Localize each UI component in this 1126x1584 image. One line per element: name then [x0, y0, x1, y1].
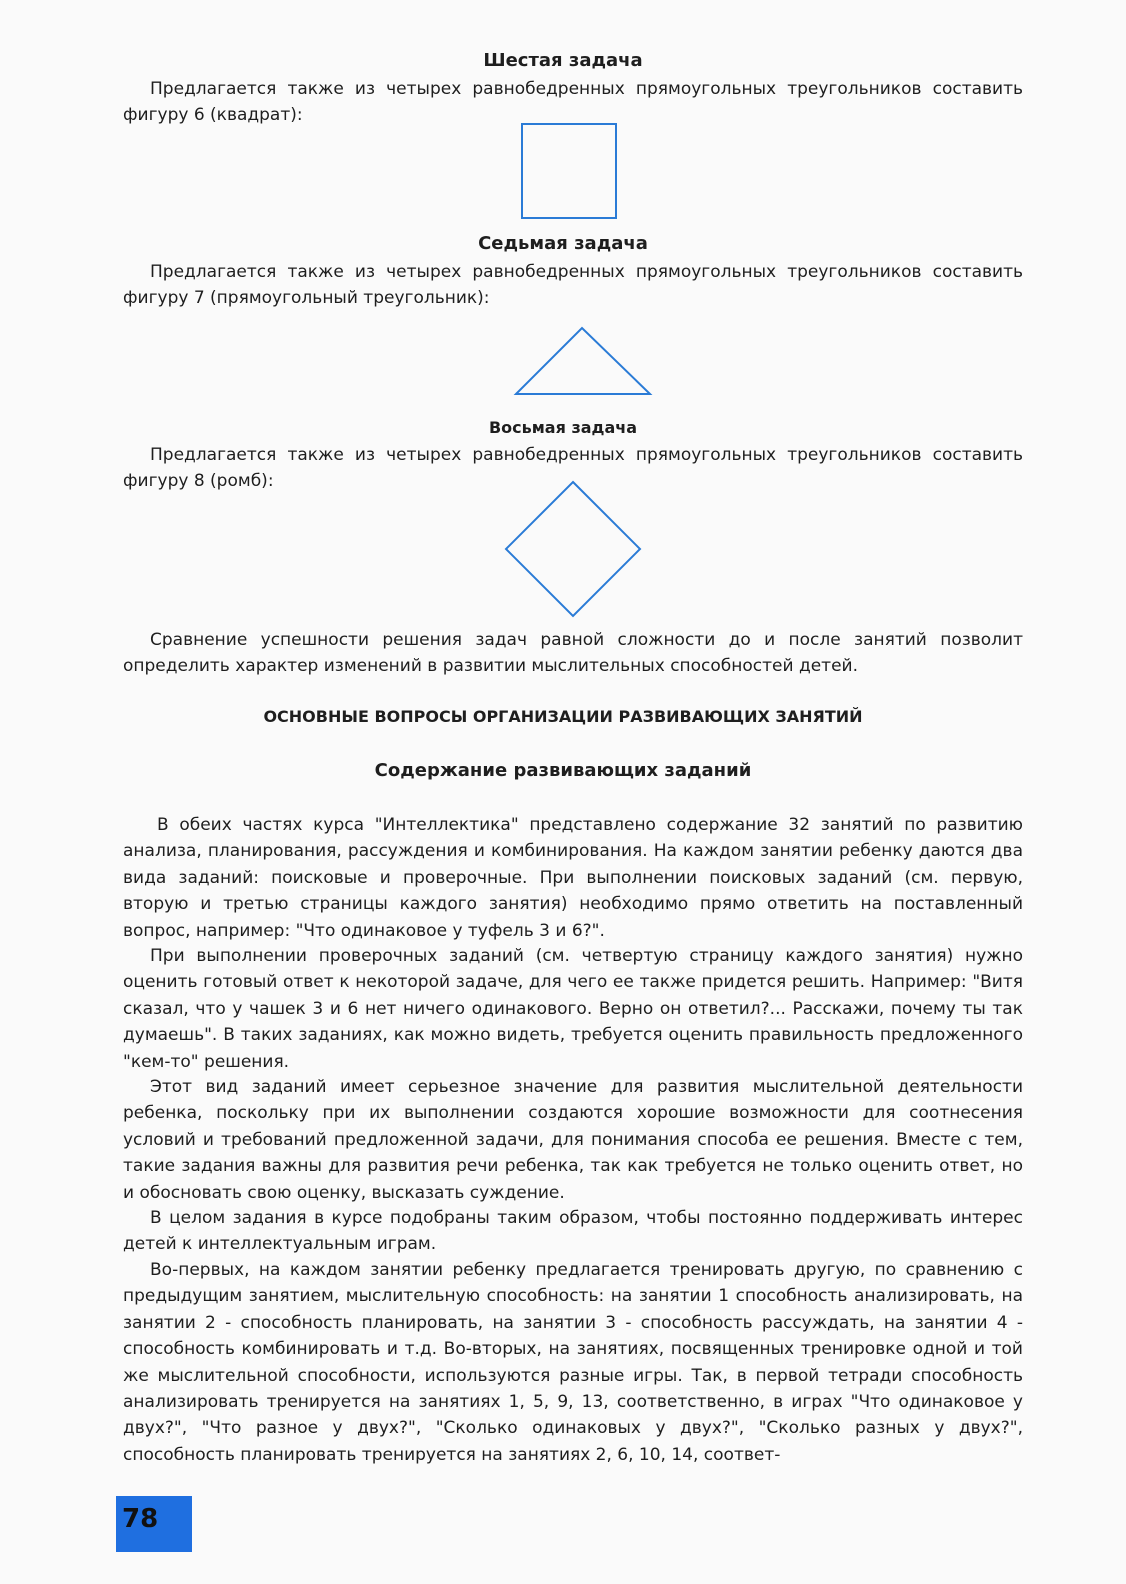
- body-paragraph: Во-первых, на каждом занятии ребенку предлагается тренировать другую, по сравнению с предыдущим занятием, мыслительную способность: на занятии 1 способность анализировать, на занятии 2 - способность планировать, на занятии 3 - способность рассуждать, на занятии 4 - способность комбинировать и т.д. Во-вторых, на занятиях, посвященных тренировке одной и той же мыслительной способности, используются разные игры. Так, в первой тетради способность анализировать тренируется на занятиях 1, 5, 9, 13, соответственно, в играх "Что одинаковое у двух?", "Что разное у двух?", "Сколько одинаковых у двух?", "Сколько разных у двух?", способность планировать тренируется на занятиях 2, 6, 10, 14, соответ-: [123, 1260, 1023, 1465]
- body-paragraph: В целом задания в курсе подобраны таким образом, чтобы постоянно поддерживать интерес детей к интеллектуальным играм.: [123, 1208, 1023, 1255]
- page-number: 78: [122, 1504, 159, 1534]
- section-title: ОСНОВНЫЕ ВОПРОСЫ ОРГАНИЗАЦИИ РАЗВИВАЮЩИХ ЗАНЯТИЙ: [263, 707, 863, 726]
- comparison-paragraph: Сравнение успешности решения задач равной сложности до и после занятий позволит определить характер изменений в развитии мыслительных способностей детей.: [123, 630, 1023, 677]
- task8-title: Восьмая задача: [488, 418, 638, 437]
- body-paragraph: При выполнении проверочных заданий (см. четвертую страницу каждого занятия) нужно оценить готовый ответ к некоторой задаче, для чего ее также придется решить. Например: "Витя сказал, что у чашек 3 и 6 нет ничего одинакового. Верно он ответил?... Расскажи, почему ты так думаешь". В таких заданиях, как можно видеть, требуется оценить правильность предложенного "кем-то" решения.: [123, 946, 1023, 1072]
- task6-text: Предлагается также из четырех равнобедренных прямоугольных треугольников составить фигуру 6 (квадрат):: [123, 79, 1023, 126]
- right-triangle-figure: [510, 320, 656, 400]
- task8-text: Предлагается также из четырех равнобедренных прямоугольных треугольников составить фигуру 8 (ромб):: [123, 445, 1023, 492]
- task7-text: Предлагается также из четырех равнобедренных прямоугольных треугольников составить фигуру 7 (прямоугольный треугольник):: [123, 262, 1023, 309]
- subsection-title: Содержание развивающих заданий: [374, 760, 752, 781]
- square-figure: [518, 120, 622, 224]
- body-paragraph: В обеих частях курса "Интеллектика" представлено содержание 32 занятий по развитию анализа, планирования, рассуждения и комбинирования. На каждом занятии ребенку даются два вида заданий: поисковые и проверочные. При выполнении поисковых заданий (см. первую, вторую и третью страницы каждого занятия) необходимо прямо ответить на поставленный вопрос, например: "Что одинаковое у туфель 3 и 6?".: [123, 815, 1023, 941]
- rhombus-figure: [500, 478, 646, 620]
- task6-title: Шестая задача: [483, 50, 643, 71]
- task7-title: Седьмая задача: [478, 233, 648, 254]
- body-paragraph: Этот вид заданий имеет серьезное значение для развития мыслительной деятельности ребенка, поскольку при их выполнении создаются хорошие возможности для соотнесения условий и требований предложенной задачи, для понимания способа ее решения. Вместе с тем, такие задания важны для развития речи ребенка, так как требуется не только оценить ответ, но и обосновать свою оценку, высказать суждение.: [123, 1077, 1023, 1203]
